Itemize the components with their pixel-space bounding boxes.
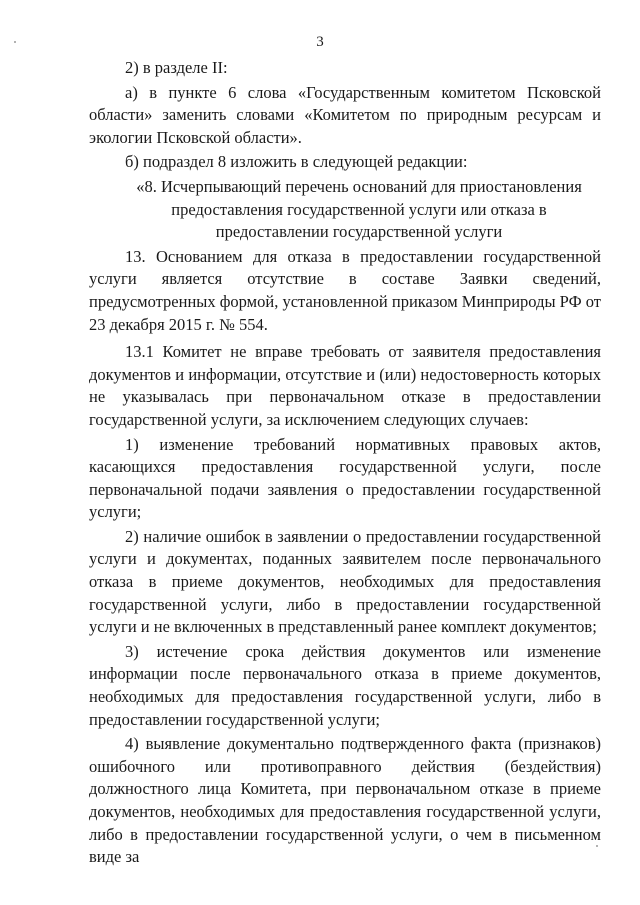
scan-speck xyxy=(596,845,598,847)
list-item-3: 3) истечение срока действия документов или изменение информации после первоначального отказа в приеме документов, необходимых для предоставления государственной услуги, либо в предоставлении государственной услуги; xyxy=(89,641,601,729)
subsection-8-heading: «8. Исчерпывающий перечень оснований для приостановления предоставления государственной услуги или отказа в предоставлении государственной услуги xyxy=(136,176,582,242)
list-item-1: 1) изменение требований нормативных правовых актов, касающихся предоставления государственной услуги, после первоначальной подачи заявления о предоставлении государственной услуги; xyxy=(89,434,601,522)
paragraph-section-2: 2) в разделе II: xyxy=(125,58,228,77)
paragraph-13: 13. Основанием для отказа в предоставлении государственной услуги является отсутствие в составе Заявки сведений, предусмотренных формой, установленной приказом Минприроды РФ от 23 декабря 2015 г. № 554. xyxy=(89,246,601,334)
scan-speck xyxy=(14,41,16,43)
page-number: 3 xyxy=(316,34,324,50)
document-body xyxy=(89,57,601,869)
paragraph-13-1: 13.1 Комитет не вправе требовать от заявителя предоставления документов и информации, отсутствие и (или) недостоверность которых не указывалась при первоначальном отказе в предоставлении государственной услуги, за исключением следующих случаев: xyxy=(89,342,601,429)
paragraph-item-a: а) в пункте 6 слова «Государственным комитетом Псковской области» заменить словами «Комитетом по природным ресурсам и экологии Псковской области». xyxy=(89,82,601,147)
paragraph-item-b: б) подраздел 8 изложить в следующей редакции: xyxy=(125,152,468,172)
list-item-4: 4) выявление документально подтвержденного факта (признаков) ошибочного или противоправного действия (бездействия) должностного лица Комитета, при первоначальном отказе в приеме документов, необходимых для предоставления государственной услуги, либо в предоставлении государственной услуги, о чем в письменном виде за xyxy=(89,734,601,867)
list-item-2: 2) наличие ошибок в заявлении о предоставлении государственной услуги и документах, поданных заявителем после первоначального отказа в приеме документов, необходимых для предоставления государственной услуги, либо в предоставлении государственной услуги и не включенных в представленный ранее комплект документов; xyxy=(89,526,601,637)
